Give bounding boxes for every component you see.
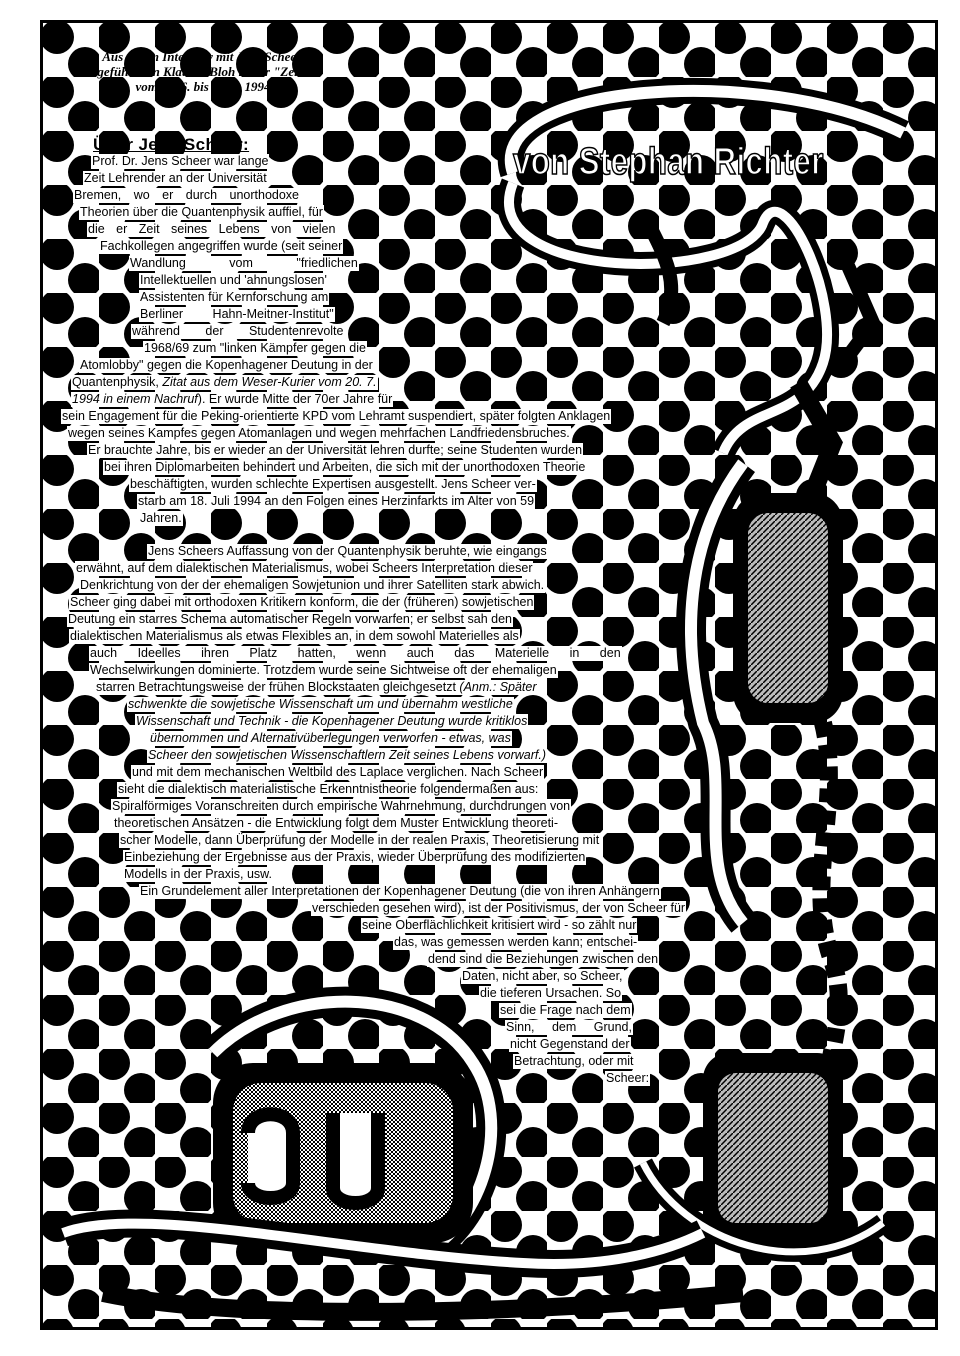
source-note-line: vom 18. 6. bis 14. 7. 1994 — [135, 79, 271, 94]
body-line: Deutung ein starres Schema automatischer Regeln vorwarfen; er selbst sah den — [68, 612, 512, 626]
body-line: sein Engagement für die Peking-orientierte KPD vom Lehramt suspendiert, später folgten Anklagen — [62, 409, 611, 423]
body-line: Zeit Lehrender an der Universität — [84, 171, 267, 185]
citation-text: 1994 in einem Nachruf — [72, 392, 198, 406]
body-line: Prof. Dr. Jens Scheer war lange — [92, 154, 269, 168]
article-title: von Stephan Richter — [513, 141, 824, 183]
body-line: wegen seines Kampfes gegen Atomanlagen und wegen mehrfachen Landfriedensbruches. — [68, 426, 570, 440]
body-line: während der Studentenrevolte — [132, 324, 344, 338]
body-line: Scheer: — [606, 1071, 650, 1085]
body-line: scher Modelle, dann Überprüfung der Modelle in der realen Praxis, Theoretisierung mit — [120, 833, 600, 847]
body-line: Modells in der Praxis, usw. — [124, 867, 272, 881]
annotation-line: Wissenschaft und Technik - die Kopenhagener Deutung wurde kritiklos — [136, 714, 528, 728]
body-line: Fachkollegen angegriffen wurde (seit seiner — [100, 239, 343, 253]
body-line: starb am 18. Juli 1994 an den Folgen eines Herzinfarkts im Alter von 59 — [138, 494, 535, 508]
body-line: nicht Gegenstand der — [510, 1037, 630, 1051]
body-line: Betrachtung, oder mit — [514, 1054, 634, 1068]
body-line: Theorien über die Quantenphysik auffiel, für — [80, 205, 323, 219]
body-line: sei die Frage nach dem — [500, 1003, 631, 1017]
section-heading: Über Jens Scheer: — [93, 135, 250, 154]
body-text: ). Er wurde Mitte der 70er Jahre für — [197, 392, 393, 406]
body-line: Atomlobby" gegen die Kopenhagener Deutung in der — [80, 358, 373, 372]
body-line: dialektischen Materialismus als etwas Flexibles an, in dem sowohl Materielles als — [70, 629, 519, 643]
body-line: Assistenten für Kernforschung am — [140, 290, 329, 304]
body-line: Wechselwirkungen dominierte. Trotzdem wurde seine Sichtweise oft der ehemaligen — [90, 663, 557, 677]
body-line: verschieden gesehen wird), ist der Positivismus, der von Scheer für — [312, 901, 686, 915]
body-line: Scheer ging dabei mit orthodoxen Kritikern konform, die der (früheren) sowjetischen — [70, 595, 534, 609]
body-text: starren Betrachtungsweise der frühen Blockstaaten gleichgesetzt — [96, 680, 460, 694]
body-line: Ein Grundelement aller Interpretationen der Kopenhagener Deutung (die von ihren Anhängern — [140, 884, 660, 898]
body-line: und mit dem mechanischen Weltbild des Laplace verglichen. Nach Scheer — [132, 765, 544, 779]
body-line: die er Zeit seines Lebens von vielen — [88, 222, 336, 236]
annotation-line: Scheer den sowjetischen Wissenschaftlern Zeit seines Lebens vorwarf.) — [148, 748, 546, 762]
body-text: Quantenphysik, — [72, 375, 163, 389]
body-line: Er brauchte Jahre, bis er wieder an der Universität lehren durfte; seine Studenten wurden — [88, 443, 583, 457]
body-line: erwähnt, auf dem dialektischen Materialismus, wobei Scheers Interpretation dieser — [76, 561, 533, 575]
body-line: beschäftigten, wurden schlechte Expertisen ausgestellt. Jens Scheer ver- — [130, 477, 536, 491]
body-line: auch Ideelles ihren Platz hatten, wenn auch das Materielle in den — [90, 646, 621, 660]
title-block — [503, 141, 903, 191]
source-note-line: Aus einem Interview mit Jens Scheer, — [102, 49, 304, 64]
body-line: Jens Scheers Auffassung von der Quantenphysik beruhte, wie eingangs — [148, 544, 547, 558]
body-line: Berliner Hahn-Meitner-Institut" — [140, 307, 334, 321]
body-line: theoretischen Ansätzen - die Entwicklung folgt dem Muster Entwicklung theoreti- — [114, 816, 558, 830]
body-line — [71, 392, 393, 407]
source-note — [63, 49, 343, 94]
body-line: sieht die dialektisch materialistische Erkenntnistheorie folgendermaßen aus: — [118, 782, 539, 796]
body-line: Jahren. — [140, 511, 182, 525]
citation-text: Zitat aus dem Weser-Kurier vom 20. 7. — [162, 375, 377, 389]
body-line: Denkrichtung von der der ehemaligen Sowjetunion und ihrer Satelliten stark abwich. — [80, 578, 545, 592]
body-line: Spiralförmiges Voranschreiten durch empirische Wahrnehmung, durchdrungen von — [112, 799, 571, 813]
body-line: seine Oberflächlichkeit kritisiert wird - so zählt nur — [362, 918, 637, 932]
body-line: Intellektuellen und 'ahnungslosen' — [140, 273, 327, 287]
body-line: 1968/69 zum "linken Kämpfer gegen die — [144, 341, 366, 355]
annotation-text: (Anm.: Später — [459, 680, 537, 694]
body-line: das, was gemessen werden kann; entschei- — [394, 935, 638, 949]
body-line: dend sind die Beziehungen zwischen den — [428, 952, 659, 966]
body-line — [95, 680, 538, 695]
body-line: die tieferen Ursachen. So — [480, 986, 622, 1000]
body-line: Daten, nicht aber, so Scheer, — [462, 969, 623, 983]
body-line: Einbeziehung der Ergebnisse aus der Praxis, wieder Überprüfung des modifizierten — [124, 850, 586, 864]
source-note-line: geführt von Klaus v. Bloh in der "Zeit" — [97, 64, 309, 79]
annotation-line: übernommen und Alternativüberlegungen verworfen - etwas, was — [150, 731, 511, 745]
body-line — [71, 375, 378, 390]
annotation-line: schwenkte die sowjetische Wissenschaft um und übernahm westliche — [128, 697, 513, 711]
body-line: bei ihren Diplomarbeiten behindert und Arbeiten, die sich mit der unorthodoxen Theorie — [104, 460, 586, 474]
body-line: Wandlung vom "friedlichen — [130, 256, 358, 270]
page-frame — [40, 20, 938, 1330]
body-line: Bremen, wo er durch unorthodoxe — [74, 188, 299, 202]
body-line: Sinn, dem Grund, — [506, 1020, 632, 1034]
